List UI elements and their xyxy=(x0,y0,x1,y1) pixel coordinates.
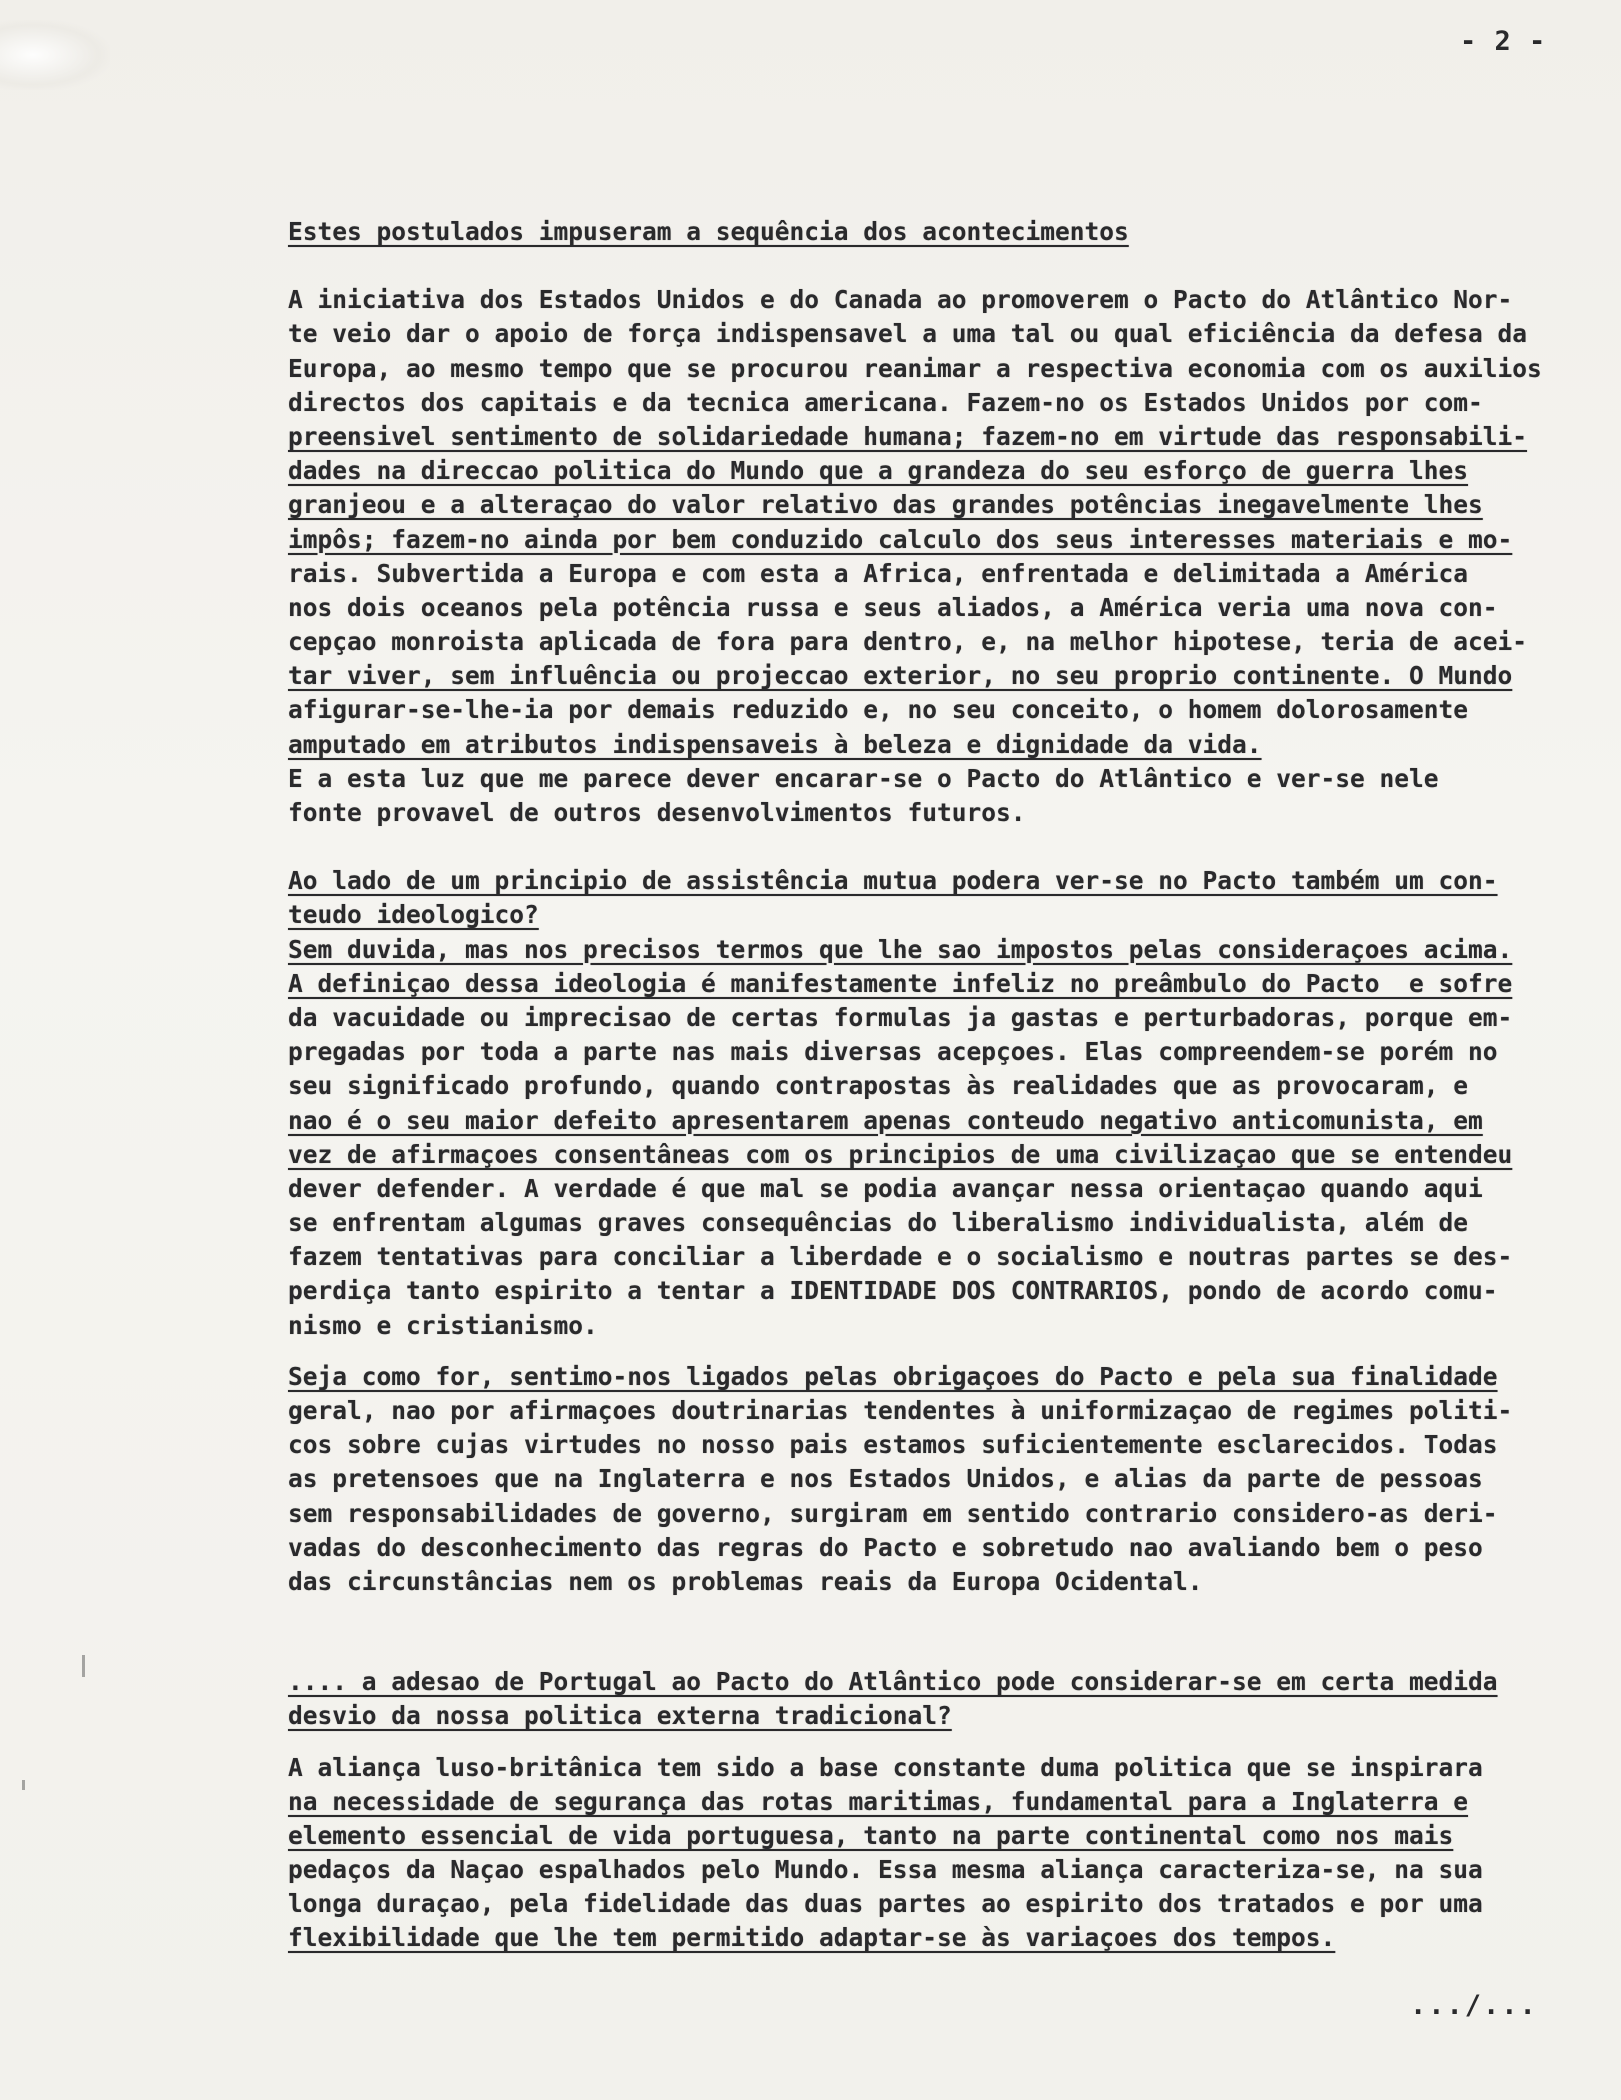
paragraph-2 xyxy=(288,933,1618,1343)
text-line: flexibilidade que lhe tem permitido adaptar-se às variaçoes dos tempos. xyxy=(288,1923,1336,1953)
text-line: preensivel sentimento de solidariedade humana; fazem-no em virtude das responsabili- xyxy=(288,421,1528,451)
document-body xyxy=(288,215,1618,1956)
text-line: directos dos capitais e da tecnica americana. Fazem-no os Estados Unidos por com- xyxy=(288,387,1483,417)
text-line: pedaços da Naçao espalhados pelo Mundo. Essa mesma aliança caracteriza-se, na sua xyxy=(288,1855,1483,1885)
text-line: fonte provavel de outros desenvolvimentos futuros. xyxy=(288,798,1026,827)
text-line: Sem duvida, mas nos precisos termos que lhe sao impostos pelas consideraçoes acima. xyxy=(288,934,1513,964)
text-line: se enfrentam algumas graves consequências do liberalismo individualista, além de xyxy=(288,1208,1469,1238)
text-line: Seja como for, sentimo-nos ligados pelas obrigaçoes do Pacto e pela sua finalidade xyxy=(288,1361,1498,1391)
text-line: A iniciativa dos Estados Unidos e do Canada ao promoverem o Pacto do Atlântico Nor- xyxy=(288,285,1513,315)
text-line: rais. Subvertida a Europa e com esta a Africa, enfrentada e delimitada a América xyxy=(288,558,1469,588)
text-line: seu significado profundo, quando contrapostas às realidades que as provocaram, e xyxy=(288,1071,1469,1101)
text-line: nos dois oceanos pela potência russa e seus aliados, a América veria uma nova con- xyxy=(288,592,1498,622)
text-line: E a esta luz que me parece dever encarar-se o Pacto do Atlântico e ver-se nele xyxy=(288,763,1439,793)
text-line: tar viver, sem influência ou projeccao exterior, no seu proprio continente. O Mundo xyxy=(288,661,1513,691)
text-line: fazem tentativas para conciliar a liberdade e o socialismo e noutras partes se des- xyxy=(288,1242,1513,1272)
section-heading: Estes postulados impuseram a sequência dos acontecimentos xyxy=(288,217,1129,246)
paragraph-1 xyxy=(288,283,1618,830)
text-line: pregadas por toda a parte nas mais diversas acepçoes. Elas compreendem-se porém no xyxy=(288,1037,1498,1067)
text-line: afigurar-se-lhe-ia por demais reduzido e, no seu conceito, o homem dolorosamente xyxy=(288,695,1469,725)
question-1 xyxy=(288,864,1618,932)
text-line: dever defender. A verdade é que mal se podia avançar nessa orientaçao quando aqui xyxy=(288,1173,1483,1203)
text-line: nao é o seu maior defeito apresentarem apenas conteudo negativo anticomunista, em xyxy=(288,1105,1483,1135)
text-line: amputado em atributos indispensaveis à beleza e dignidade da vida. xyxy=(288,729,1262,759)
text-line: impôs; fazem-no ainda por bem conduzido calculo dos seus interesses materiais e mo- xyxy=(288,524,1513,554)
text-line: longa duraçao, pela fidelidade das duas partes ao espirito dos tratados e por uma xyxy=(288,1889,1483,1919)
text-line: perdiça tanto espirito a tentar a IDENTIDADE DOS CONTRARIOS, pondo de acordo comu- xyxy=(288,1276,1498,1306)
paragraph-3 xyxy=(288,1360,1618,1599)
text-line: te veio dar o apoio de força indispensavel a uma tal ou qual eficiência da defesa da xyxy=(288,319,1528,349)
text-line: na necessidade de segurança das rotas maritimas, fundamental para a Inglaterra e xyxy=(288,1786,1469,1816)
text-line: cos sobre cujas virtudes no nosso pais estamos suficientemente esclarecidos. Todas xyxy=(288,1430,1498,1460)
text-line: Ao lado de um principio de assistência mutua podera ver-se no Pacto também um con- xyxy=(288,866,1498,896)
text-line: da vacuidade ou imprecisao de certas formulas ja gastas e perturbadoras, porque em- xyxy=(288,1002,1513,1032)
text-line: vadas do desconhecimento das regras do Pacto e sobretudo nao avaliando bem o peso xyxy=(288,1532,1483,1562)
text-line: A aliança luso-britânica tem sido a base constante duma politica que se inspirara xyxy=(288,1752,1483,1782)
margin-mark xyxy=(22,1780,25,1790)
paragraph-4 xyxy=(288,1751,1618,1956)
text-line: .... a adesao de Portugal ao Pacto do Atlântico pode considerar-se em certa medida xyxy=(288,1667,1498,1697)
question-2 xyxy=(288,1665,1618,1733)
text-line: teudo ideologico? xyxy=(288,900,539,930)
text-line: geral, nao por afirmaçoes doutrinarias tendentes à uniformizaçao de regimes politi- xyxy=(288,1396,1513,1425)
text-line: dades na direccao politica do Mundo que a grandeza do seu esforço de guerra lhes xyxy=(288,456,1469,486)
paper-crease xyxy=(0,20,110,90)
continuation-mark: .../... xyxy=(1410,1990,1538,2021)
margin-mark xyxy=(82,1655,85,1677)
page-number: - 2 - xyxy=(1460,26,1547,57)
text-line: cepçao monroista aplicada de fora para dentro, e, na melhor hipotese, teria de acei- xyxy=(288,627,1528,657)
text-line: vez de afirmaçoes consentâneas com os principios de uma civilizaçao que se entendeu xyxy=(288,1139,1513,1169)
text-line: elemento essencial de vida portuguesa, tanto na parte continental como nos mais xyxy=(288,1820,1454,1850)
text-line: sem responsabilidades de governo, surgiram em sentido contrario considero-as deri- xyxy=(288,1498,1498,1528)
text-line: granjeou e a alteraçao do valor relativo das grandes potências inegavelmente lhes xyxy=(288,490,1483,520)
text-line: as pretensoes que na Inglaterra e nos Estados Unidos, e alias da parte de pessoas xyxy=(288,1464,1483,1494)
text-line: A definiçao dessa ideologia é manifestamente infeliz no preâmbulo do Pacto e sofre xyxy=(288,968,1513,998)
text-line: das circunstâncias nem os problemas reais da Europa Ocidental. xyxy=(288,1566,1203,1596)
text-line: nismo e cristianismo. xyxy=(288,1310,598,1340)
text-line: Europa, ao mesmo tempo que se procurou reanimar a respectiva economia com os auxilios xyxy=(288,353,1542,383)
text-line: desvio da nossa politica externa tradicional? xyxy=(288,1701,952,1731)
